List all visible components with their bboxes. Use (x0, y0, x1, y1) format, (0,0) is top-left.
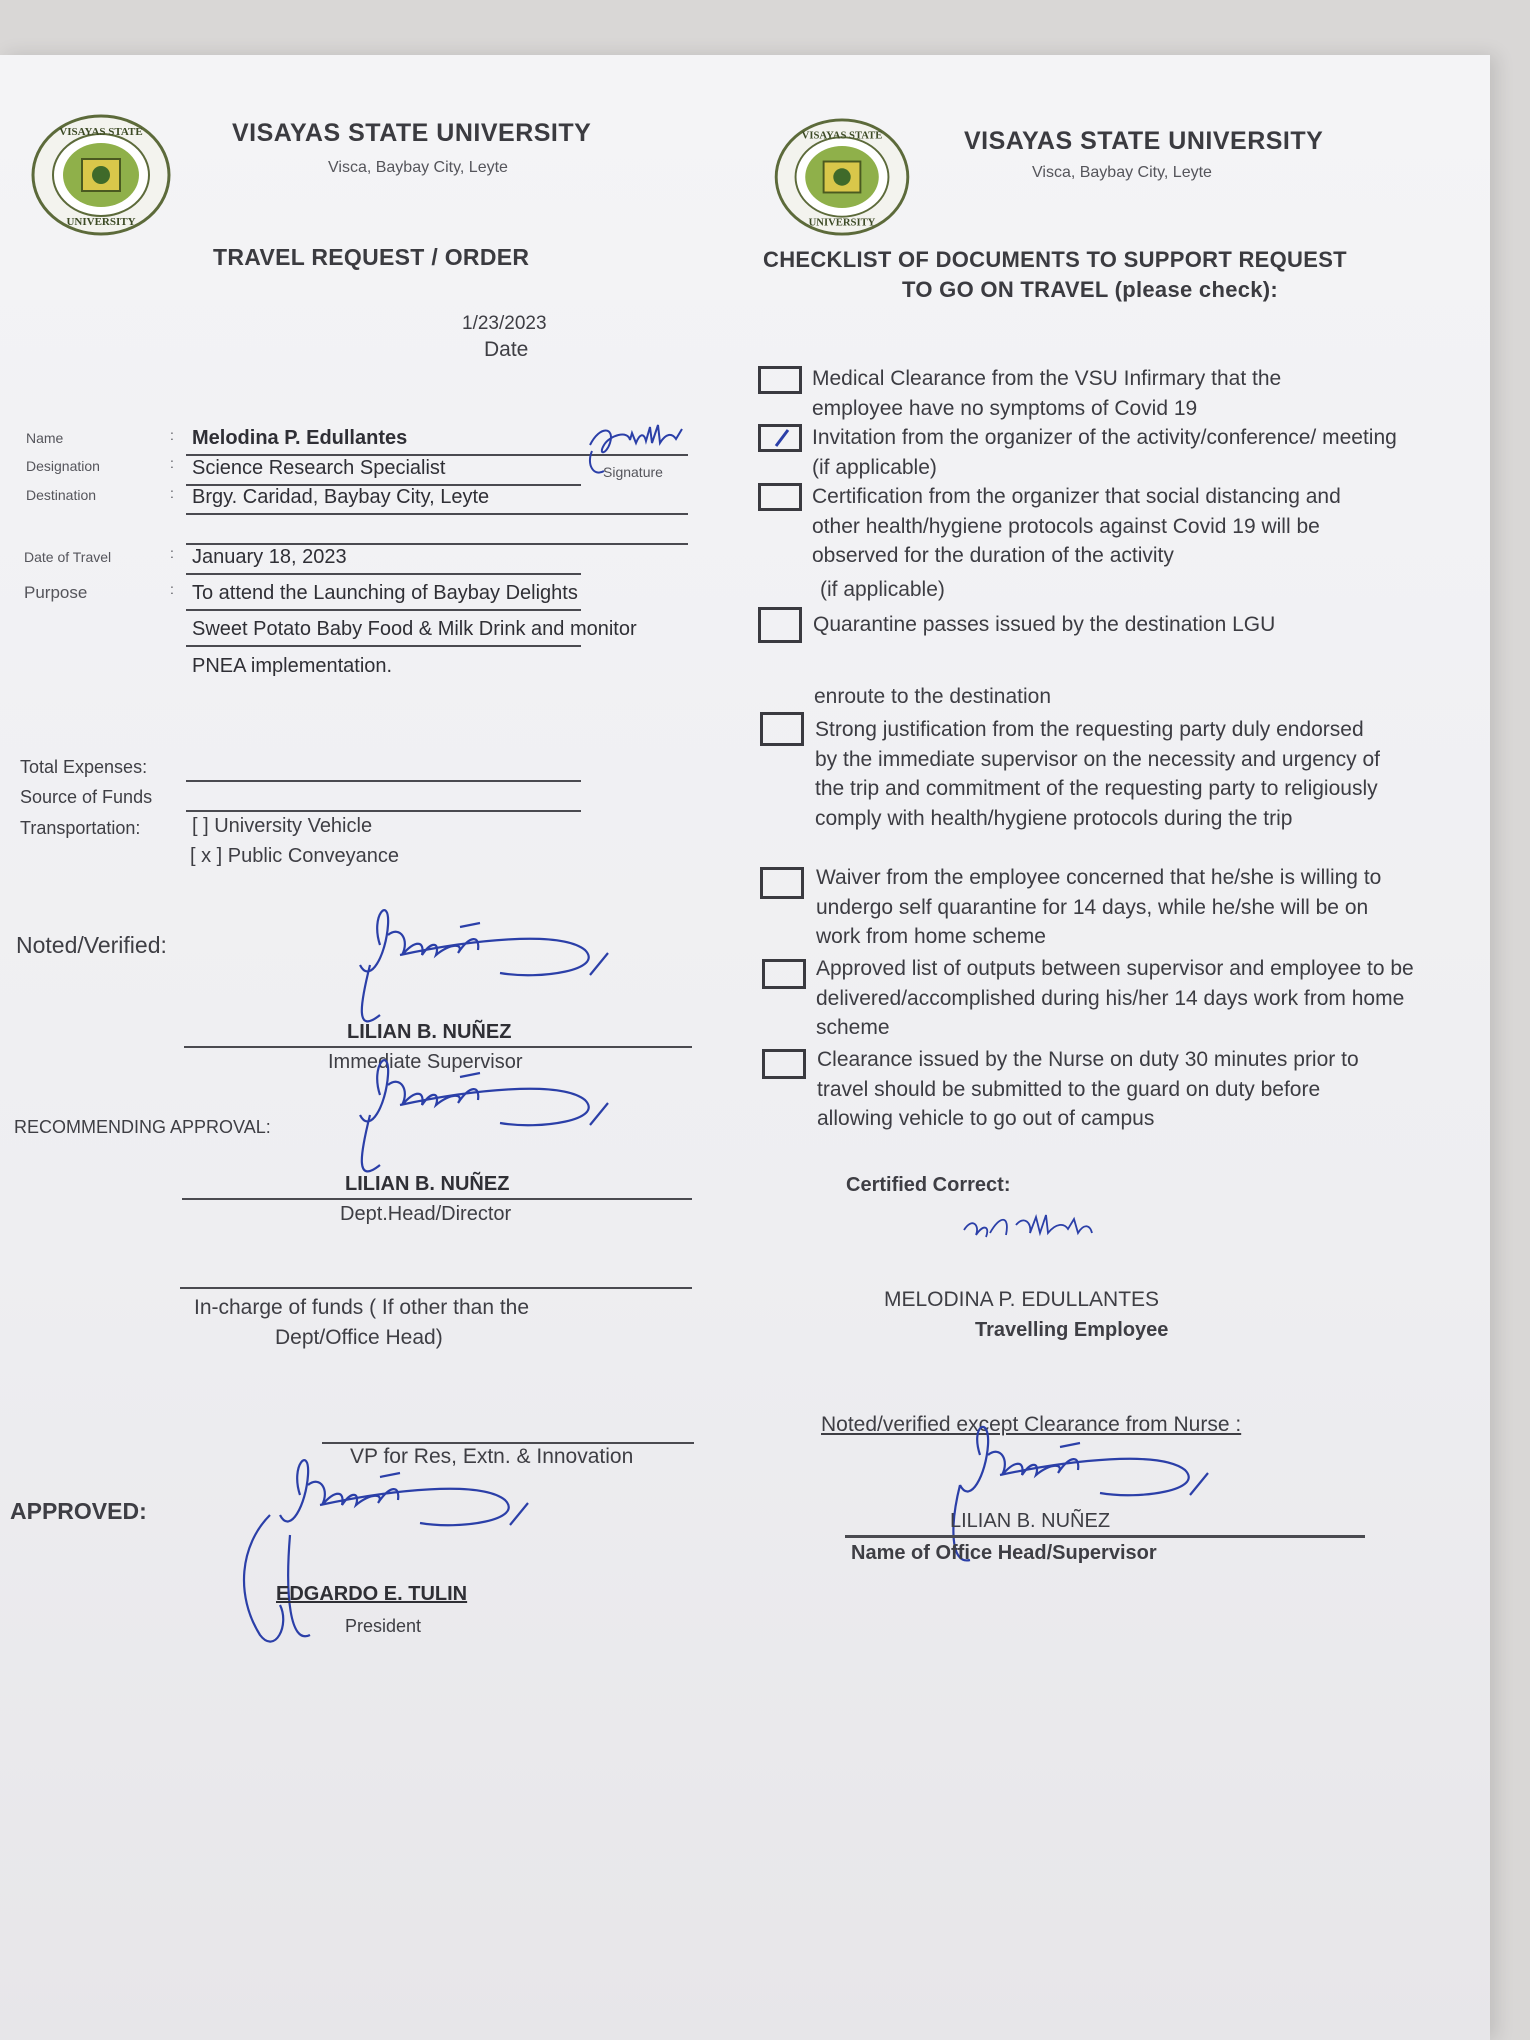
checklist-item-5: Strong justification from the requesting party duly endorsed by the immediate supervisor on the necessity and urgency of the trip and commitment of the requesting party to religiously comply with health/hygiene protocols during the trip (815, 718, 1380, 830)
enroute-note: enroute to the destination (814, 685, 1052, 708)
date-of-travel-label: Date of Travel (24, 549, 112, 565)
recommending-title: Dept.Head/Director (340, 1203, 512, 1225)
checklist-item-6: Waiver from the employee concerned that he/she is willing to undergo self quarantine for 14 days, while he/she will be on work from home scheme (816, 866, 1382, 948)
destination-label: Destination (26, 487, 97, 503)
certified-name: MELODINA P. EDULLANTES (884, 1288, 1160, 1311)
recommending-approval-label: RECOMMENDING APPROVAL: (14, 1117, 271, 1137)
purpose-line-1: To attend the Launching of Baybay Delights (192, 582, 578, 604)
transport-option-public-conveyance: [ x ] Public Conveyance (190, 845, 399, 867)
certified-correct-label: Certified Correct: (846, 1174, 1011, 1196)
svg-text:VISAYAS STATE: VISAYAS STATE (59, 126, 143, 138)
purpose-line-3: PNEA implementation. (192, 655, 393, 677)
university-name-right: VISAYAS STATE UNIVERSITY (964, 127, 1324, 155)
date-of-travel-value: January 18, 2023 (192, 546, 347, 568)
if-applicable-note: (if applicable) (820, 578, 945, 601)
checkbox-quarantine-passes[interactable] (758, 607, 802, 643)
date-label: Date (484, 338, 529, 361)
checklist-item-2: Invitation from the organizer of the activity/conference/ meeting (if applicable) (812, 426, 1397, 479)
noted-title: Immediate Supervisor (328, 1051, 523, 1073)
source-of-funds-label: Source of Funds (20, 787, 153, 807)
noted-verified-label: Noted/Verified: (16, 932, 167, 958)
form-title: TRAVEL REQUEST / ORDER (213, 244, 530, 270)
colon: : (170, 427, 174, 443)
president-name: EDGARDO E. TULIN (276, 1583, 468, 1605)
svg-text:UNIVERSITY: UNIVERSITY (66, 216, 136, 228)
president-title: President (345, 1616, 422, 1636)
approved-label: APPROVED: (10, 1498, 147, 1524)
purpose-label: Purpose (24, 583, 88, 602)
checkbox-waiver[interactable] (760, 867, 804, 899)
checkbox-strong-justification[interactable] (760, 712, 804, 746)
university-address-right: Visca, Baybay City, Leyte (1032, 164, 1212, 181)
checklist-item-3: Certification from the organizer that social distancing and other health/hygiene protocols against Covid 19 will be observed for the duration of the activity (812, 485, 1341, 567)
checkbox-medical-clearance[interactable] (758, 366, 802, 394)
transport-option-university-vehicle: [ ] University Vehicle (192, 815, 373, 837)
colon: : (170, 545, 174, 561)
signature-label: Signature (603, 464, 663, 480)
checkbox-certification[interactable] (758, 483, 802, 511)
checklist-title-line-1: CHECKLIST OF DOCUMENTS TO SUPPORT REQUEST (763, 247, 1347, 272)
university-seal-right (773, 117, 911, 237)
name-label: Name (26, 430, 64, 446)
checklist-item-7: Approved list of outputs between supervisor and employee to be delivered/accomplished during his/her 14 days work from home scheme (816, 957, 1414, 1039)
designation-value: Science Research Specialist (192, 457, 446, 479)
svg-text:UNIVERSITY: UNIVERSITY (808, 217, 876, 229)
president-signature (230, 1435, 560, 1695)
employee-signature (580, 415, 700, 485)
checkbox-approved-outputs[interactable] (762, 959, 806, 989)
total-expenses-label: Total Expenses: (20, 757, 148, 777)
checklist-item-8: Clearance issued by the Nurse on duty 30 minutes prior to travel should be submitted to the guard on duty before allowing vehicle to go out of campus (817, 1048, 1359, 1130)
employee-signature-certified (960, 1205, 1140, 1260)
recommending-name: LILIAN B. NUÑEZ (345, 1173, 510, 1195)
right-noted-title: Name of Office Head/Supervisor (851, 1542, 1157, 1564)
checklist-title-line-2: TO GO ON TRAVEL (please check): (902, 277, 1279, 302)
certified-title: Travelling Employee (975, 1319, 1169, 1341)
right-noted-name: LILIAN B. NUÑEZ (950, 1510, 1111, 1532)
svg-text:VISAYAS STATE: VISAYAS STATE (801, 130, 883, 142)
name-value: Melodina P. Edullantes (192, 427, 408, 449)
transportation-label: Transportation: (20, 818, 141, 838)
funds-in-charge-line-1: In-charge of funds ( If other than the (194, 1296, 530, 1319)
designation-label: Designation (26, 458, 100, 474)
checkbox-nurse-clearance[interactable] (762, 1049, 806, 1079)
colon: : (170, 455, 174, 471)
university-address-left: Visca, Baybay City, Leyte (328, 159, 508, 176)
colon: : (170, 581, 174, 597)
check-mark-icon (772, 426, 794, 450)
checklist-item-1: Medical Clearance from the VSU Infirmary that the employee have no symptoms of Covid 19 (812, 367, 1282, 420)
checklist-item-4: Quarantine passes issued by the destination LGU (813, 613, 1276, 636)
request-date: 1/23/2023 (462, 313, 547, 334)
funds-in-charge-line-2: Dept/Office Head) (275, 1326, 443, 1349)
right-noted-label: Noted/verified except Clearance from Nurse : (821, 1413, 1242, 1436)
vp-title: VP for Res, Extn. & Innovation (350, 1445, 634, 1468)
purpose-line-2: Sweet Potato Baby Food & Milk Drink and monitor (192, 618, 637, 640)
destination-value: Brgy. Caridad, Baybay City, Leyte (192, 486, 490, 508)
document-page (0, 55, 1490, 2040)
university-seal-left (30, 113, 172, 237)
university-name-left: VISAYAS STATE UNIVERSITY (232, 119, 592, 147)
colon: : (170, 485, 174, 501)
noted-name: LILIAN B. NUÑEZ (347, 1021, 512, 1043)
